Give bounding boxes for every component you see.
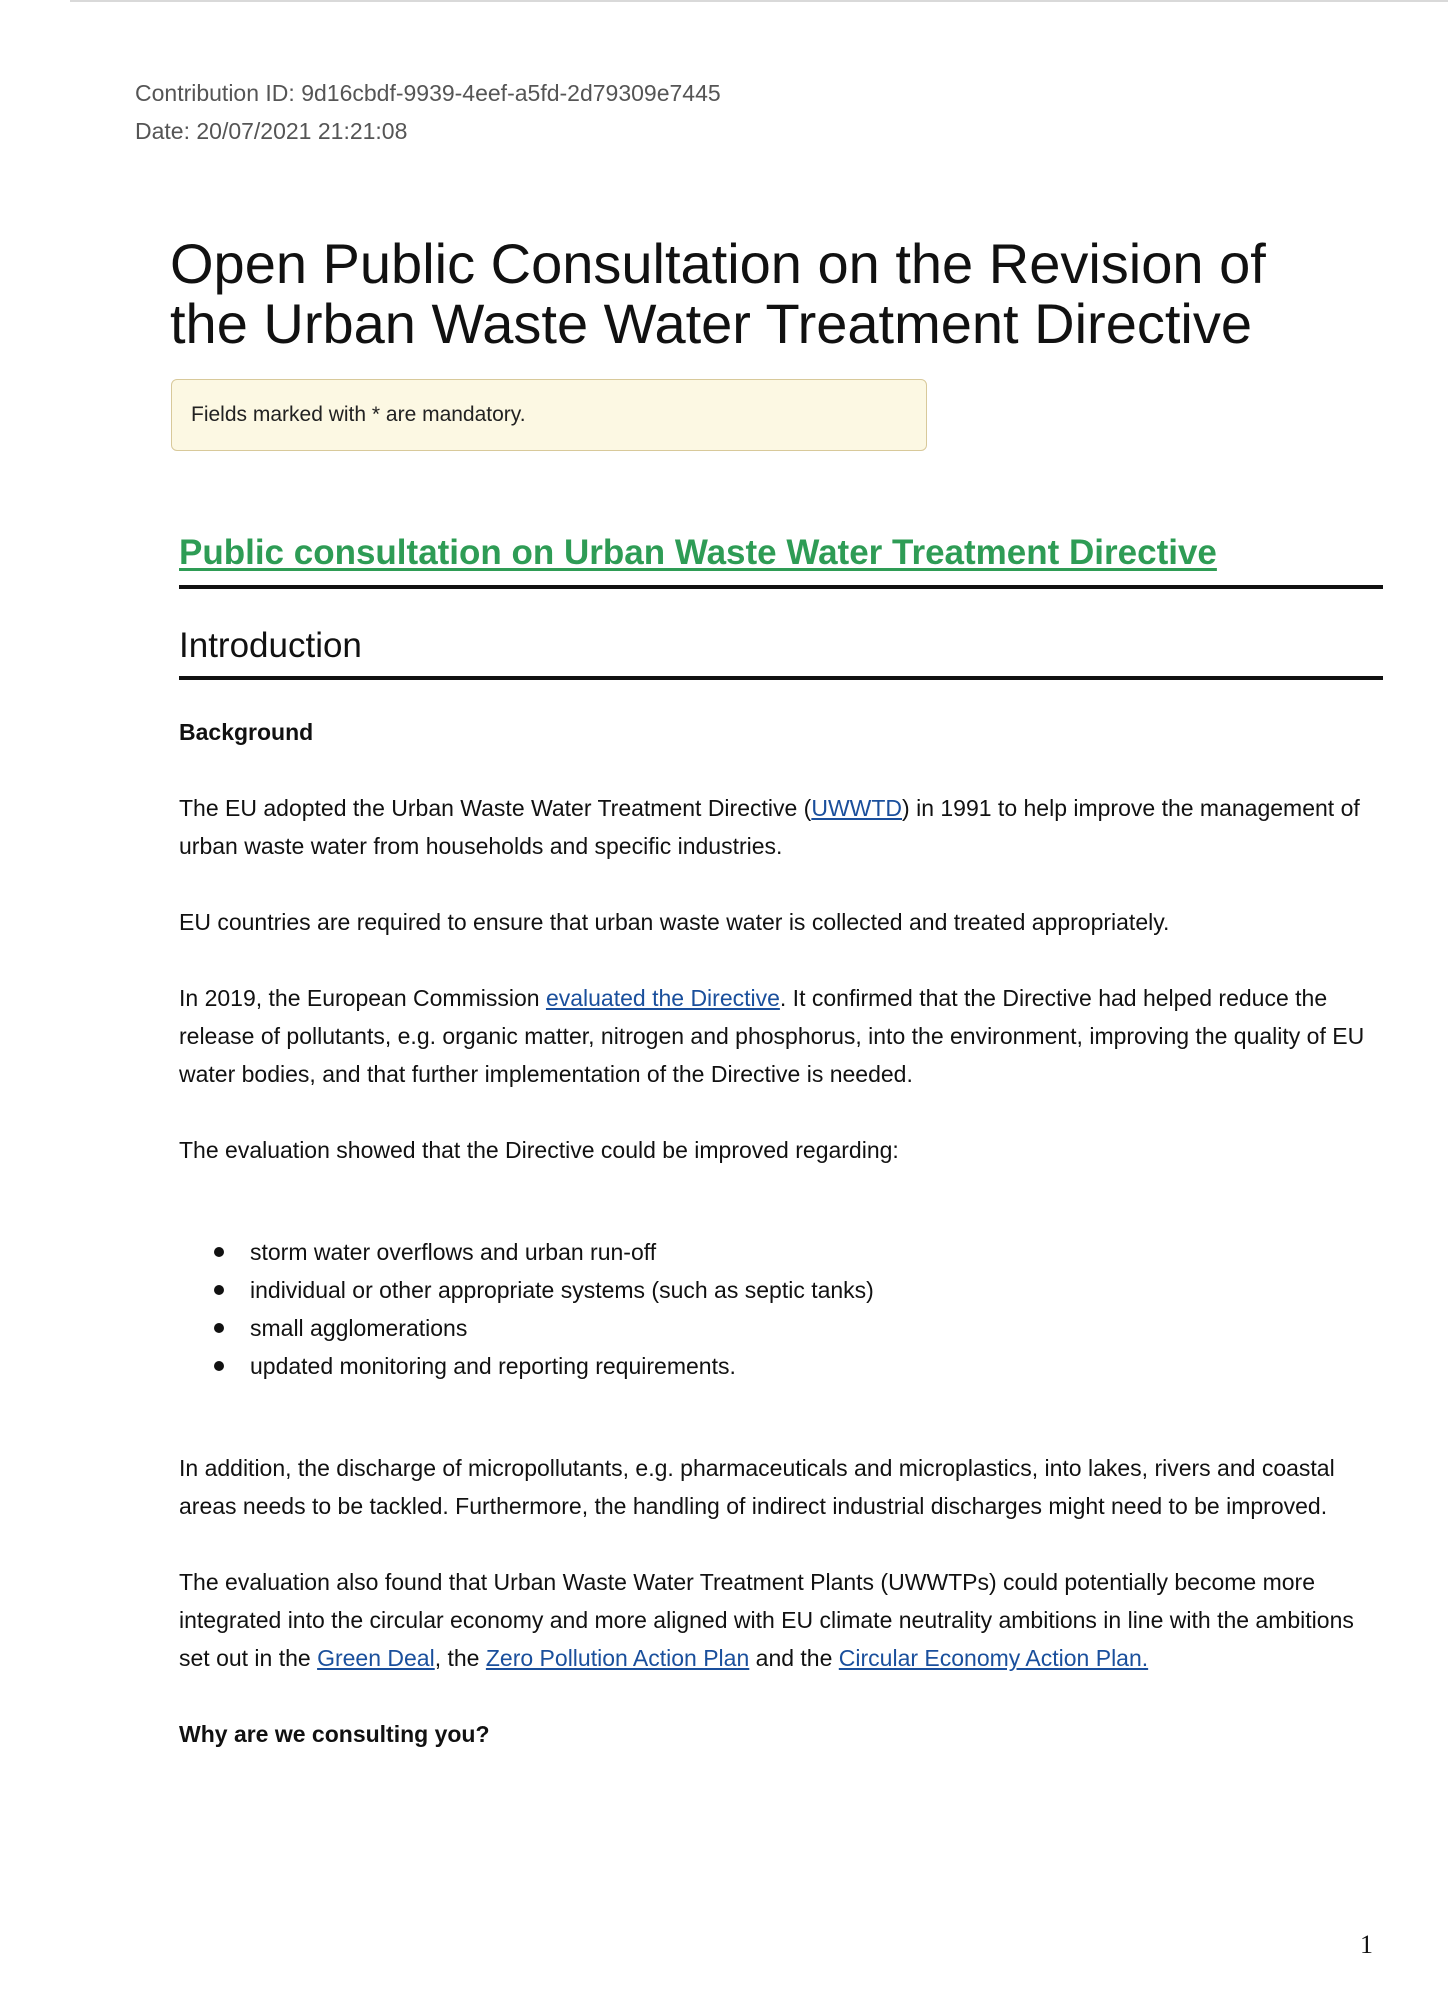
list-item	[179, 1271, 1389, 1309]
list-item	[179, 1347, 1389, 1385]
list-item-text: individual or other appropriate systems (such as septic tanks)	[250, 1277, 874, 1303]
paragraph-micropollutants: In addition, the discharge of micropollutants, e.g. pharmaceuticals and microplastics, into lakes, rivers and coastal areas needs to be tackled. Furthermore, the handling of indirect industrial discharges might need to be improved.	[179, 1455, 1335, 1519]
bullet-icon	[214, 1285, 224, 1295]
paragraph-evaluation-text-2: . It confirmed that the Directive had helped reduce the release of pollutants, e.g. organic matter, nitrogen and phosphorus, into the environment, improving the quality of EU water bodies, and that further implementation of the Directive is needed.	[179, 985, 1365, 1087]
subsection-heading	[179, 618, 1383, 680]
improvements-list	[179, 1233, 1389, 1385]
list-item-text: small agglomerations	[250, 1315, 468, 1341]
introduction-content	[179, 713, 1389, 1753]
contribution-date: Date: 20/07/2021 21:21:08	[135, 118, 408, 144]
zero-pollution-link[interactable]: Zero Pollution Action Plan	[485, 1645, 750, 1671]
page-top-edge	[70, 0, 1448, 2]
paragraph-evaluation	[179, 979, 1389, 1093]
paragraph-improvements-intro: The evaluation showed that the Directive could be improved regarding:	[179, 1137, 899, 1163]
mandatory-fields-notice: Fields marked with * are mandatory.	[171, 379, 927, 451]
list-item	[179, 1309, 1389, 1347]
subsection-heading-text: Introduction	[179, 626, 362, 665]
paragraph-uwwtd-text-1: The EU adopted the Urban Waste Water Treatment Directive (	[179, 795, 812, 821]
page-title-line-1: Open Public Consultation on the Revision of	[170, 232, 1266, 295]
paragraph-evaluation-text-1: In 2019, the European Commission	[179, 985, 546, 1011]
paragraph-circular-text-2: , the	[434, 1645, 486, 1671]
green-deal-link[interactable]: Green Deal	[317, 1645, 435, 1671]
bullet-icon	[214, 1361, 224, 1371]
list-item-text: updated monitoring and reporting requirements.	[250, 1353, 736, 1379]
page-number: 1	[1360, 1930, 1373, 1959]
contribution-meta	[135, 74, 721, 150]
paragraph-uwwtd	[179, 789, 1389, 865]
evaluated-directive-link[interactable]: evaluated the Directive	[545, 985, 780, 1011]
paragraph-uwwtd-text-2: ) in 1991 to help improve the management of urban waste water from households and specific industries.	[179, 795, 1360, 859]
why-consulting-heading: Why are we consulting you?	[179, 1721, 490, 1747]
circular-economy-link[interactable]: Circular Economy Action Plan.	[838, 1645, 1149, 1671]
section-heading	[179, 525, 1383, 589]
section-heading-link[interactable]: Public consultation on Urban Waste Water Treatment Directive	[179, 533, 1217, 572]
bullet-icon	[214, 1247, 224, 1257]
uwwtd-link[interactable]: UWWTD	[811, 795, 903, 821]
page-title-line-2: the Urban Waste Water Treatment Directive	[170, 292, 1252, 355]
paragraph-eu-countries: EU countries are required to ensure that urban waste water is collected and treated appropriately.	[179, 909, 1170, 935]
page-title	[170, 234, 1350, 354]
contribution-id: Contribution ID: 9d16cbdf-9939-4eef-a5fd-2d79309e7445	[135, 80, 721, 106]
paragraph-circular-economy	[179, 1563, 1389, 1677]
list-item-text: storm water overflows and urban run-off	[250, 1239, 657, 1265]
bullet-icon	[214, 1323, 224, 1333]
paragraph-circular-text-3: and the	[749, 1645, 839, 1671]
background-heading: Background	[179, 719, 314, 745]
paragraph-circular-text-1: The evaluation also found that Urban Waste Water Treatment Plants (UWWTPs) could potentially become more integrated into the circular economy and more aligned with EU climate neutrality ambitions in line with the ambitions set out in the	[179, 1569, 1354, 1671]
list-item	[179, 1233, 1389, 1271]
